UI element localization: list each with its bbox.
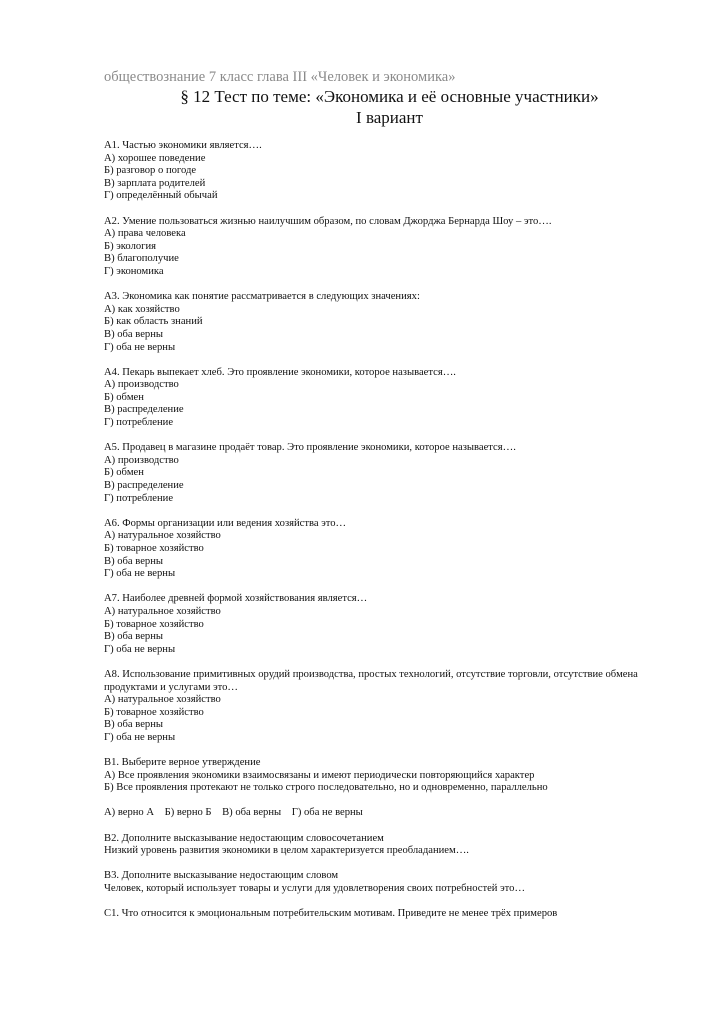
question-a5 [104, 442, 684, 505]
answer-option: В) оба верны [104, 631, 164, 643]
answer-option: А) производство [104, 379, 179, 391]
question-text: А4. Пекарь выпекает хлеб. Это проявление экономики, которое называется…. [104, 366, 456, 378]
question-a3 [104, 291, 684, 354]
test-content [104, 140, 684, 921]
question-text: А2. Умение пользоваться жизнью наилучшим образом, по словам Джорджа Бернарда Шоу – это…. [104, 215, 552, 227]
answer-option: Б) товарное хозяйство [104, 543, 204, 554]
question-a7 [104, 593, 684, 656]
answer-option: Г) потребление [104, 492, 174, 504]
question-text: А5. Продавец в магазине продаёт товар. Это проявление экономики, которое называется…. [104, 442, 516, 454]
header-note: обществознание 7 класс глава III «Человек и экономика» [104, 69, 456, 85]
answer-option: Б) товарное хозяйство [104, 618, 204, 630]
answer-option: В) оба верны [104, 719, 164, 731]
question-a8 [104, 669, 684, 745]
answer-option: Г) оба не верны [104, 643, 176, 655]
answer-option: Г) оба не верны [104, 568, 176, 580]
answer-option: В) оба верны [104, 328, 164, 340]
question-prompt: Низкий уровень развития экономики в целом характеризуется преобладанием…. [104, 845, 469, 857]
question-prompt: Человек, который использует товары и услуги для удовлетворения своих потребностей это… [104, 883, 526, 895]
answer-options-row: А) верно А Б) верно Б В) оба верны Г) оба не верны [104, 807, 363, 819]
answer-option: Б) обмен [104, 391, 144, 403]
question-text: В1. Выберите верное утверждение [104, 757, 261, 769]
answer-option: А) натуральное хозяйство [104, 530, 221, 542]
question-b2 [104, 833, 684, 858]
question-b1 [104, 757, 684, 795]
answer-option: В) оба верны [104, 555, 164, 567]
question-text: А6. Формы организации или ведения хозяйства это… [104, 517, 347, 529]
answer-option: В) распределение [104, 480, 184, 492]
answer-option: А) натуральное хозяйство [104, 694, 221, 706]
answer-option: А) производство [104, 454, 179, 466]
question-a2 [104, 216, 684, 279]
answer-option: Г) потребление [104, 417, 174, 429]
question-b1-answers [104, 807, 684, 820]
question-a1 [104, 140, 684, 203]
answer-option: А) права человека [104, 228, 186, 240]
answer-option: Б) экология [104, 240, 157, 252]
question-text: А3. Экономика как понятие рассматривается в следующих значениях: [104, 291, 420, 303]
question-text: А7. Наиболее древней формой хозяйствования является… [104, 593, 368, 605]
answer-option: А) хорошее поведение [104, 152, 206, 164]
question-text: В2. Дополните высказывание недостающим словосочетанием [104, 832, 384, 844]
question-c1 [104, 908, 684, 921]
answer-option: Б) как область знаний [104, 316, 203, 328]
answer-option: Б) товарное хозяйство [104, 706, 204, 718]
statement: Б) Все проявления протекают не только строго последовательно, но и одновременно, параллельно [104, 782, 548, 794]
page-title: § 12 Тест по теме: «Экономика и её основные участники» [180, 87, 599, 106]
question-text: А8. Использование примитивных орудий производства, простых технологий, отсутствие торговли, отсутствие обмена продуктами и услугами это… [104, 668, 638, 693]
statement: А) Все проявления экономики взаимосвязаны и имеют периодически повторяющийся характер [104, 769, 535, 781]
answer-option: Г) экономика [104, 265, 164, 277]
question-text: А1. Частью экономики является…. [104, 140, 262, 151]
answer-option: Б) обмен [104, 467, 144, 479]
answer-option: А) натуральное хозяйство [104, 605, 221, 617]
answer-option: Г) оба не верны [104, 341, 176, 353]
answer-option: Г) определённый обычай [104, 190, 218, 202]
question-text: С1. Что относится к эмоциональным потребительским мотивам. Приведите не менее трёх примеров [104, 908, 558, 920]
question-b3 [104, 870, 684, 895]
question-a6 [104, 518, 684, 581]
answer-option: В) распределение [104, 404, 184, 416]
answer-option: В) благополучие [104, 253, 179, 265]
answer-option: В) зарплата родителей [104, 177, 206, 189]
answer-option: Г) оба не верны [104, 731, 176, 743]
question-a4 [104, 367, 684, 430]
answer-option: Б) разговор о погоде [104, 165, 197, 177]
question-text: В3. Дополните высказывание недостающим словом [104, 870, 339, 882]
answer-option: А) как хозяйство [104, 303, 180, 315]
page-subtitle: I вариант [356, 108, 423, 127]
